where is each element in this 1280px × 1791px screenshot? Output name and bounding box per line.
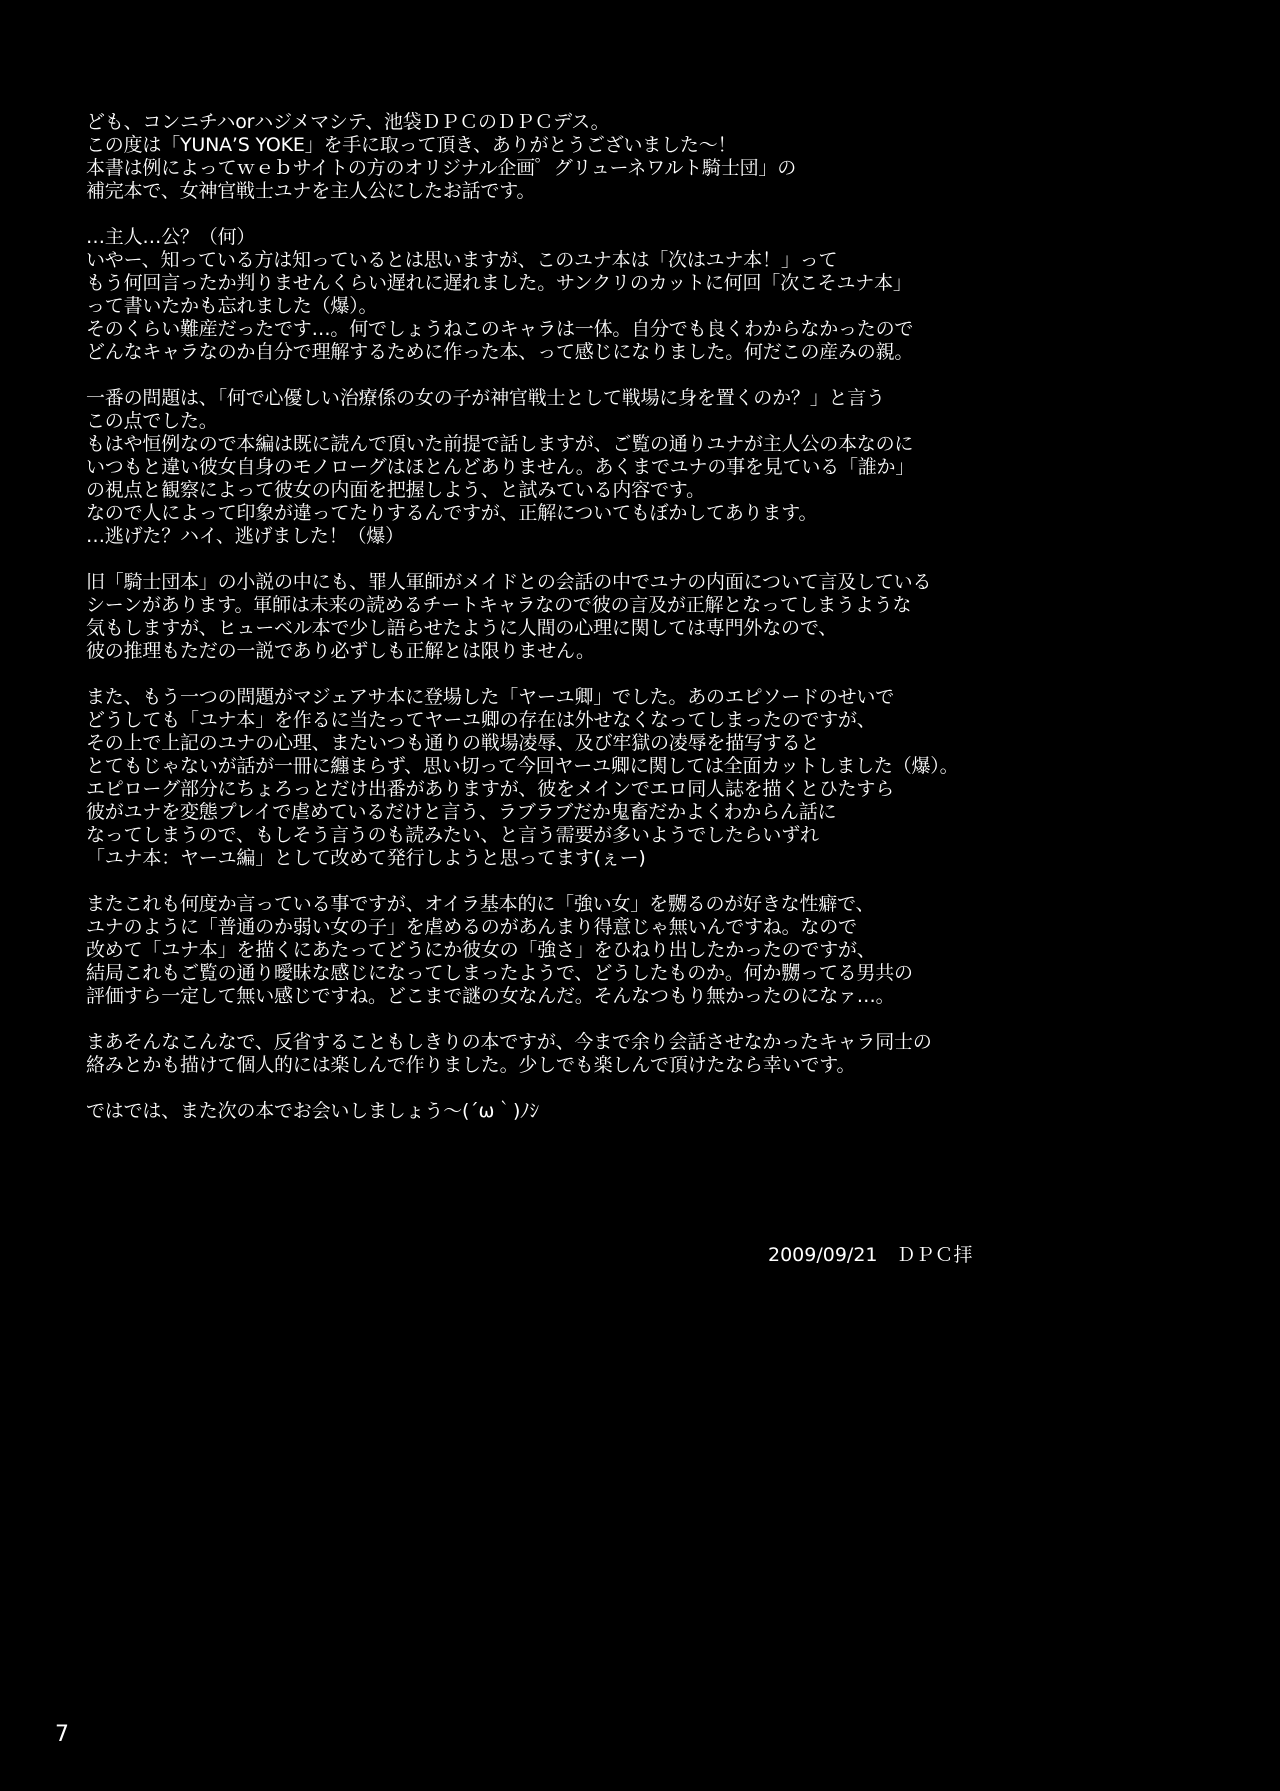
text-line: この度は「YUNA’S YOKE」を手に取って頂き、ありがとうございました～！ (86, 134, 737, 156)
text-line: 絡みとかも描けて個人的には楽しんで作りました。少しでも楽しんで頂けたなら幸いです。 (86, 1054, 856, 1076)
text-line: またこれも何度か言っている事ですが、オイラ基本的に「強い女」を嬲るのが好きな性癖で、 (86, 893, 875, 915)
text-line: 本書は例によってｗｅｂサイトの方のオリジナル企画゜グリューネワルト騎士団」の (86, 157, 797, 179)
afterword-body (86, 111, 1206, 1146)
text-line: 一番の問題は、「何で心優しい治療係の女の子が神官戦士として戦場に身を置くのか？」と言う (86, 387, 885, 409)
text-line: 旧「騎士団本」の小説の中にも、罪人軍師がメイドとの会話の中でユナの内面について言及している (86, 571, 932, 593)
paragraph-strong-woman (86, 893, 1206, 1008)
text-line: 彼の推理もただの一説であり必ずしも正解とは限りません。 (86, 640, 595, 662)
text-line: の視点と観察によって彼女の内面を把握しよう、と試みている内容です。 (86, 479, 705, 501)
text-line: どんなキャラなのか自分で理解するために作った本、って感じになりました。何だこの産みの親。 (86, 341, 914, 363)
text-line: ども、コンニチハorハジメマシテ、池袋ＤＰＣのＤＰＣデス。 (86, 111, 610, 133)
text-line: いつもと違い彼女自身のモノローグはほとんどありません。あくまでユナの事を見ている「誰か」 (86, 456, 915, 478)
text-line: 補完本で、女神官戦士ユナを主人公にしたお話です。 (86, 180, 536, 202)
text-line: 「ユナ本：ヤーユ編」として改めて発行しようと思ってます(ぇー) (86, 847, 646, 869)
text-line: シーンがあります。軍師は未来の読めるチートキャラなので彼の言及が正解となってしまうような (86, 594, 912, 616)
text-line: もう何回言ったか判りませんくらい遅れに遅れました。サンクリのカットに何回「次こそユナ本」 (86, 272, 912, 294)
text-line: 結局これもご覧の通り曖昧な感じになってしまったようで、どうしたものか。何か嬲ってる男共の (86, 962, 913, 984)
text-line: ユナのように「普通のか弱い女の子」を虐めるのがあんまり得意じゃ無いんですね。なので (86, 916, 857, 938)
text-line: どうしても「ユナ本」を作るに当たってヤーユ卿の存在は外せなくなってしまったのですが、 (86, 709, 876, 731)
text-line: ではでは、また次の本でお会いしましょう～(´ω｀)ﾉｼ (86, 1100, 539, 1122)
paragraph-greeting (86, 111, 1206, 203)
text-line: なので人によって印象が違ってたりするんですが、正解についてもぼかしてあります。 (86, 502, 818, 524)
text-line: エピローグ部分にちょろっとだけ出番がありますが、彼をメインでエロ同人誌を描くとひたすら (86, 778, 895, 800)
text-line: なってしまうので、もしそう言うのも読みたい、と言う需要が多いようでしたらいずれ (86, 824, 819, 846)
text-line: この点でした。 (86, 410, 218, 432)
page-number: 7 (55, 1722, 69, 1747)
text-line: 改めて「ユナ本」を描くにあたってどうにか彼女の「強さ」をひねり出したかったのですが、 (86, 939, 876, 961)
text-line: 彼がユナを変態プレイで虐めているだけと言う、ラブラブだか鬼畜だかよくわからん話に (86, 801, 837, 823)
text-line: その上で上記のユナの心理、またいつも通りの戦場凌辱、及び牢獄の凌辱を描写すると (86, 732, 820, 754)
text-line: …主人…公？（何） (86, 226, 256, 248)
paragraph-old-book (86, 571, 1206, 663)
text-line: もはや恒例なので本編は既に読んで頂いた前提で話しますが、ご覧の通りユナが主人公の本なのに (86, 433, 914, 455)
text-line: 気もしますが、ヒューベル本で少し語らせたように人間の心理に関しては専門外なので、 (86, 617, 838, 639)
text-line: いやー、知っている方は知っているとは思いますが、このユナ本は「次はユナ本！」って (86, 249, 838, 271)
text-line: って書いたかも忘れました（爆）。 (86, 295, 378, 317)
paragraph-yayu (86, 686, 1206, 870)
text-line: 評価すら一定して無い感じですね。どこまで謎の女なんだ。そんなつもり無かったのになァ…。 (86, 985, 895, 1007)
text-line: また、もう一つの問題がマジェアサ本に登場した「ヤーユ卿」でした。あのエピソードのせいで (86, 686, 895, 708)
text-line: …逃げた？ハイ、逃げました！（爆） (86, 525, 404, 547)
signature-date: 2009/09/21 ＤＰＣ拝 (768, 1244, 973, 1266)
text-line: そのくらい難産だったです…。何でしょうねこのキャラは一体。自分でも良くわからなかったので (86, 318, 914, 340)
paragraph-reflection (86, 1031, 1206, 1077)
text-line: とてもじゃないが話が一冊に纏まらず、思い切って今回ヤーユ卿に関しては全面カットしました（爆）。 (86, 755, 959, 777)
paragraph-farewell (86, 1100, 1206, 1123)
text-line: まあそんなこんなで、反省することもしきりの本ですが、今まで余り会話させなかったキャラ同士の (86, 1031, 932, 1053)
paragraph-main-problem (86, 387, 1206, 548)
paragraph-protagonist (86, 226, 1206, 364)
